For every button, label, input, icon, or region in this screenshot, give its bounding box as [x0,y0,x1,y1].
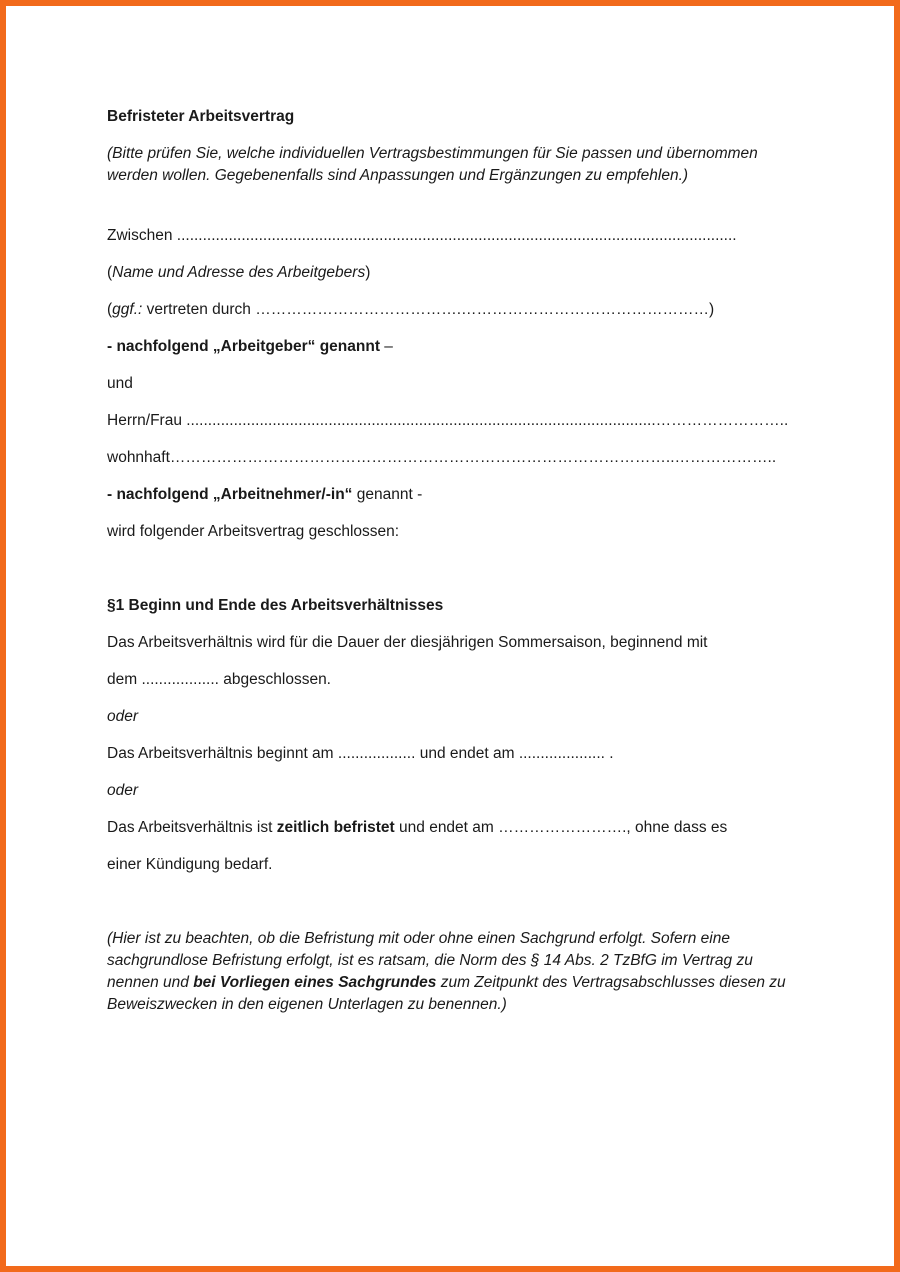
intro-note: (Bitte prüfen Sie, welche individuellen Vertragsbestimmungen für Sie passen und übernommen werden wollen. Gegebenenfalls sind Anpassungen und Ergänzungen zu empfehlen.) [107,145,758,184]
arbeitgeber-genannt-rest: – [379,338,393,355]
section1-p3-line2: einer Kündigung bedarf. [107,856,273,873]
vertreten-rest: vertreten durch ………………………………….…………………………………………) [142,301,715,318]
arbeitnehmer-genannt-rest: genannt - [352,486,423,503]
herrn-frau-line: Herrn/Frau .............................................................................................................…………………….. [107,412,789,429]
geschlossen-line: wird folgender Arbeitsvertrag geschlossen: [107,523,400,540]
section1-p3-line1 [107,817,727,839]
vertreten-line [107,299,714,321]
arbeitnehmer-genannt [107,484,422,506]
arbeitgeber-hint [107,262,370,284]
section1-p1-line1: Das Arbeitsverhältnis wird für die Dauer der diesjährigen Sommersaison, beginnend mit [107,634,708,651]
arbeitgeber-hint-open: ( [107,264,113,281]
und-line: und [107,375,133,392]
befristung-note-part1: (Hier ist zu beachten, ob die Befristung mit oder ohne einen Sachgrund erfolgt. Sofern eine sachgrundlose Befristung erfolgt, ist es ratsam, die Norm des § 14 Abs. 2 TzBfG im Vertrag zu nennen und [107,930,753,991]
zwischen-line: Zwischen .................................................................................................................................. [107,227,737,244]
arbeitgeber-hint-text: Name und Adresse des Arbeitgebers [112,264,366,281]
section1-p3-pre: Das Arbeitsverhältnis ist [107,819,277,836]
section1-p2: Das Arbeitsverhältnis beginnt am .................. und endet am .................... . [107,745,614,762]
arbeitgeber-genannt [107,336,393,358]
document-title: Befristeter Arbeitsvertrag [107,108,295,125]
vertreten-open: ( [107,301,113,318]
arbeitgeber-hint-close: ) [365,264,371,281]
befristung-note-part2: zum Zeitpunkt des Vertragsabschlusses diesen zu Beweiszwecken in den eigenen Unterlagen zu benennen.) [107,974,786,1013]
wohnhaft-line: wohnhaft……………………………………………………………………………………..……………….. [107,449,777,466]
section1-heading: §1 Beginn und Ende des Arbeitsverhältnisses [107,597,444,614]
arbeitgeber-genannt-bold: - nachfolgend „Arbeitgeber“ genannt [107,338,380,355]
section1-p3-bold: zeitlich befristet [276,819,395,836]
befristung-note-bold: bei Vorliegen eines Sachgrundes [193,974,437,991]
section1-oder-2: oder [107,782,139,799]
section1-p3-post: und endet am ……………………., ohne dass es [394,819,728,836]
section1-oder-1: oder [107,708,139,725]
vertreten-ggf: ggf.: [112,301,143,318]
section1-p1-line2: dem .................. abgeschlossen. [107,671,331,688]
befristung-note [107,928,797,1016]
arbeitnehmer-genannt-bold: - nachfolgend „Arbeitnehmer/-in“ [107,486,353,503]
